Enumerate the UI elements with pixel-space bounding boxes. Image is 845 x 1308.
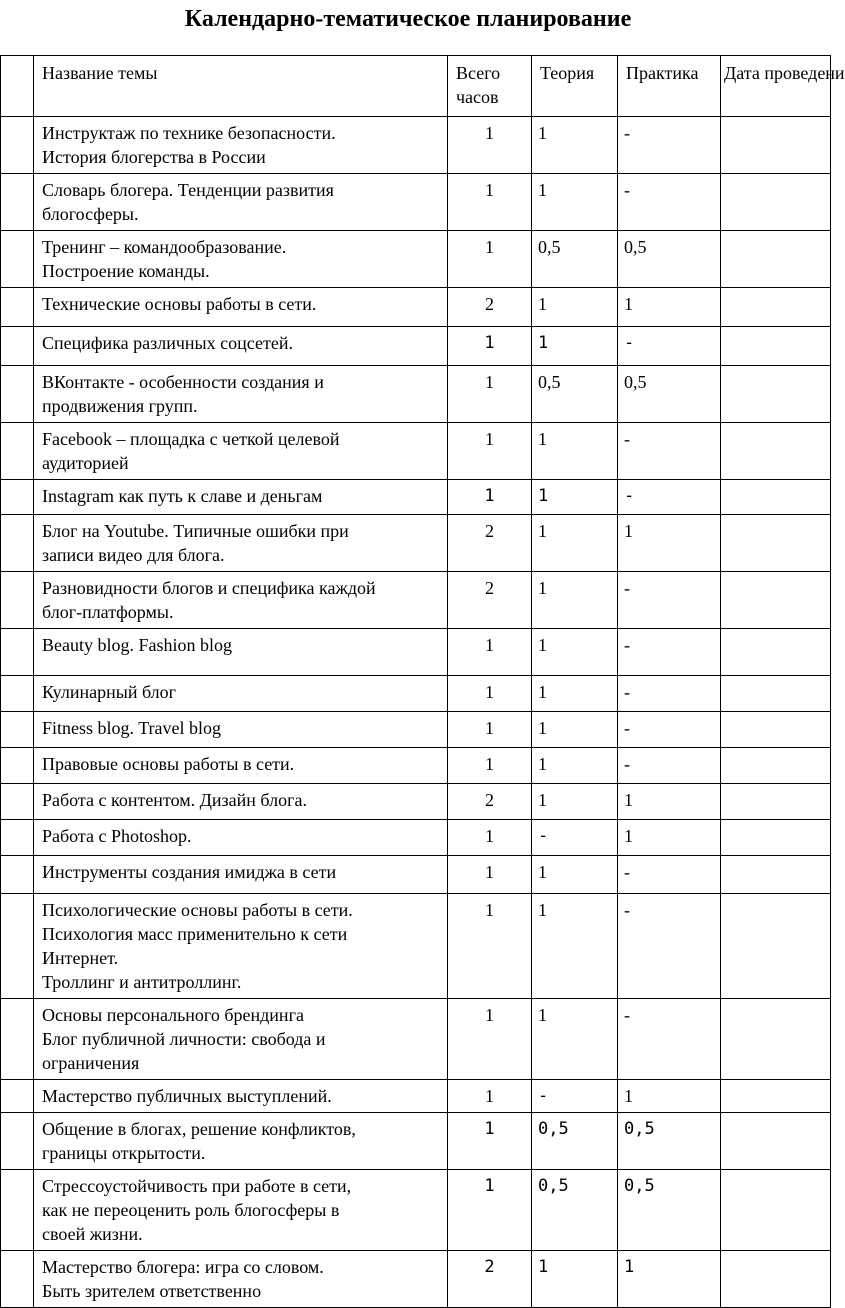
date-cell	[721, 515, 831, 572]
theory-cell: 1	[532, 174, 618, 231]
page-title: Календарно-тематическое планирование	[184, 6, 632, 32]
hours-cell: 1	[448, 712, 532, 748]
hours-cell: 2	[448, 288, 532, 327]
table-row	[1, 1113, 831, 1170]
practice-cell: -	[618, 856, 721, 894]
practice-cell: -	[618, 629, 721, 676]
topic-cell: Инструктаж по технике безопасности. История блогерства в России	[34, 117, 448, 174]
table-row	[1, 784, 831, 820]
theory-cell: 1	[532, 572, 618, 629]
date-cell	[721, 820, 831, 856]
row-index-cell	[1, 423, 34, 480]
topic-cell: Кулинарный блог	[34, 676, 448, 712]
hours-cell: 2	[448, 572, 532, 629]
hours-cell: 1	[448, 1170, 532, 1251]
row-index-cell	[1, 1080, 34, 1113]
row-index-cell	[1, 820, 34, 856]
date-cell	[721, 480, 831, 515]
header-topic: Название темы	[34, 56, 448, 117]
practice-cell: 0,5	[618, 1113, 721, 1170]
hours-cell: 1	[448, 676, 532, 712]
header-index-cell	[1, 56, 34, 117]
hours-cell: 1	[448, 366, 532, 423]
date-cell	[721, 856, 831, 894]
hours-cell: 1	[448, 748, 532, 784]
theory-cell: 0,5	[532, 1170, 618, 1251]
hours-cell: 2	[448, 515, 532, 572]
theory-cell: 1	[532, 784, 618, 820]
practice-cell: 1	[618, 784, 721, 820]
date-cell	[721, 174, 831, 231]
topic-cell: ВКонтакте - особенности создания и продвижения групп.	[34, 366, 448, 423]
date-cell	[721, 1113, 831, 1170]
row-index-cell	[1, 629, 34, 676]
table-row	[1, 117, 831, 174]
practice-cell: 0,5	[618, 1170, 721, 1251]
date-cell	[721, 1251, 831, 1308]
hours-cell: 1	[448, 117, 532, 174]
row-index-cell	[1, 327, 34, 366]
hours-cell: 1	[448, 480, 532, 515]
theory-cell: -	[532, 1080, 618, 1113]
table-row	[1, 820, 831, 856]
table-row	[1, 748, 831, 784]
topic-cell: Основы персонального брендинга Блог публичной личности: свобода и ограничения	[34, 999, 448, 1080]
table-row	[1, 231, 831, 288]
theory-cell: 1	[532, 748, 618, 784]
hours-cell: 1	[448, 894, 532, 999]
date-cell	[721, 676, 831, 712]
theory-cell: 1	[532, 480, 618, 515]
theory-cell: 1	[532, 288, 618, 327]
row-index-cell	[1, 894, 34, 999]
topic-cell: Словарь блогера. Тенденции развития блогосферы.	[34, 174, 448, 231]
topic-cell: Психологические основы работы в сети. Психология масс применительно к сети Интернет. Троллинг и антитроллинг.	[34, 894, 448, 999]
theory-cell: 1	[532, 1251, 618, 1308]
theory-cell: 1	[532, 676, 618, 712]
practice-cell: 1	[618, 820, 721, 856]
table-row	[1, 366, 831, 423]
hours-cell: 1	[448, 629, 532, 676]
hours-cell: 1	[448, 1080, 532, 1113]
theory-cell: 1	[532, 894, 618, 999]
table-row	[1, 894, 831, 999]
table-row	[1, 480, 831, 515]
header-theory: Теория	[532, 56, 618, 117]
topic-cell: Мастерство блогера: игра со словом. Быть зрителем ответственно	[34, 1251, 448, 1308]
date-cell	[721, 999, 831, 1080]
topic-cell: Инструменты создания имиджа в сети	[34, 856, 448, 894]
date-cell	[721, 288, 831, 327]
hours-cell: 1	[448, 423, 532, 480]
row-index-cell	[1, 999, 34, 1080]
theory-cell: 1	[532, 856, 618, 894]
date-cell	[721, 712, 831, 748]
table-row	[1, 423, 831, 480]
topic-cell: Fitness blog. Travel blog	[34, 712, 448, 748]
table-row	[1, 999, 831, 1080]
theory-cell: 1	[532, 712, 618, 748]
topic-cell: Работа с контентом. Дизайн блога.	[34, 784, 448, 820]
practice-cell: -	[618, 712, 721, 748]
hours-cell: 1	[448, 820, 532, 856]
practice-cell: -	[618, 327, 721, 366]
topic-cell: Instagram как путь к славе и деньгам	[34, 480, 448, 515]
hours-cell: 1	[448, 174, 532, 231]
table-row	[1, 174, 831, 231]
row-index-cell	[1, 856, 34, 894]
header-hours: Всего часов	[448, 56, 532, 117]
table-row	[1, 856, 831, 894]
theory-cell: 0,5	[532, 366, 618, 423]
table-row	[1, 676, 831, 712]
row-index-cell	[1, 366, 34, 423]
topic-cell: Общение в блогах, решение конфликтов, границы открытости.	[34, 1113, 448, 1170]
theory-cell: 1	[532, 117, 618, 174]
topic-cell: Facebook – площадка с четкой целевой аудиторией	[34, 423, 448, 480]
row-index-cell	[1, 117, 34, 174]
date-cell	[721, 327, 831, 366]
theory-cell: 1	[532, 629, 618, 676]
practice-cell: -	[618, 676, 721, 712]
table-header-row	[1, 56, 831, 117]
table-row	[1, 288, 831, 327]
practice-cell: 0,5	[618, 366, 721, 423]
topic-cell: Правовые основы работы в сети.	[34, 748, 448, 784]
table-row	[1, 1170, 831, 1251]
date-cell	[721, 629, 831, 676]
date-cell	[721, 117, 831, 174]
theory-cell: 1	[532, 515, 618, 572]
date-cell	[721, 231, 831, 288]
practice-cell: 1	[618, 288, 721, 327]
table-row	[1, 327, 831, 366]
hours-cell: 1	[448, 231, 532, 288]
table-row	[1, 712, 831, 748]
row-index-cell	[1, 784, 34, 820]
topic-cell: Разновидности блогов и специфика каждой блог-платформы.	[34, 572, 448, 629]
theory-cell: 1	[532, 423, 618, 480]
table-row	[1, 515, 831, 572]
practice-cell: -	[618, 174, 721, 231]
topic-cell: Специфика различных соцсетей.	[34, 327, 448, 366]
practice-cell: -	[618, 894, 721, 999]
practice-cell: -	[618, 117, 721, 174]
row-index-cell	[1, 572, 34, 629]
topic-cell: Блог на Youtube. Типичные ошибки при записи видео для блога.	[34, 515, 448, 572]
date-cell	[721, 366, 831, 423]
topic-cell: Beauty blog. Fashion blog	[34, 629, 448, 676]
date-cell	[721, 1080, 831, 1113]
practice-cell: -	[618, 423, 721, 480]
row-index-cell	[1, 1251, 34, 1308]
header-practice: Практика	[618, 56, 721, 117]
practice-cell: 0,5	[618, 231, 721, 288]
date-cell	[721, 423, 831, 480]
table-row	[1, 572, 831, 629]
date-cell	[721, 748, 831, 784]
hours-cell: 1	[448, 999, 532, 1080]
planning-table	[0, 55, 845, 1308]
row-index-cell	[1, 174, 34, 231]
row-index-cell	[1, 288, 34, 327]
theory-cell: 1	[532, 327, 618, 366]
date-cell	[721, 1170, 831, 1251]
theory-cell: -	[532, 820, 618, 856]
hours-cell: 2	[448, 784, 532, 820]
row-index-cell	[1, 1113, 34, 1170]
practice-cell: -	[618, 748, 721, 784]
date-cell	[721, 784, 831, 820]
topic-cell: Тренинг – командообразование. Построение команды.	[34, 231, 448, 288]
theory-cell: 1	[532, 999, 618, 1080]
table-row	[1, 1251, 831, 1308]
practice-cell: 1	[618, 515, 721, 572]
table-row	[1, 1080, 831, 1113]
date-cell	[721, 572, 831, 629]
hours-cell: 1	[448, 1113, 532, 1170]
date-cell	[721, 894, 831, 999]
hours-cell: 1	[448, 856, 532, 894]
row-index-cell	[1, 231, 34, 288]
practice-cell: -	[618, 572, 721, 629]
topic-cell: Технические основы работы в сети.	[34, 288, 448, 327]
row-index-cell	[1, 1170, 34, 1251]
row-index-cell	[1, 748, 34, 784]
row-index-cell	[1, 515, 34, 572]
practice-cell: 1	[618, 1080, 721, 1113]
row-index-cell	[1, 712, 34, 748]
practice-cell: 1	[618, 1251, 721, 1308]
theory-cell: 0,5	[532, 1113, 618, 1170]
practice-cell: -	[618, 999, 721, 1080]
header-date: Дата проведени	[721, 56, 831, 117]
hours-cell: 2	[448, 1251, 532, 1308]
row-index-cell	[1, 676, 34, 712]
theory-cell: 0,5	[532, 231, 618, 288]
practice-cell: -	[618, 480, 721, 515]
topic-cell: Работа с Photoshop.	[34, 820, 448, 856]
table-row	[1, 629, 831, 676]
topic-cell: Мастерство публичных выступлений.	[34, 1080, 448, 1113]
hours-cell: 1	[448, 327, 532, 366]
topic-cell: Стрессоустойчивость при работе в сети, как не переоценить роль блогосферы в своей жизни.	[34, 1170, 448, 1251]
row-index-cell	[1, 480, 34, 515]
